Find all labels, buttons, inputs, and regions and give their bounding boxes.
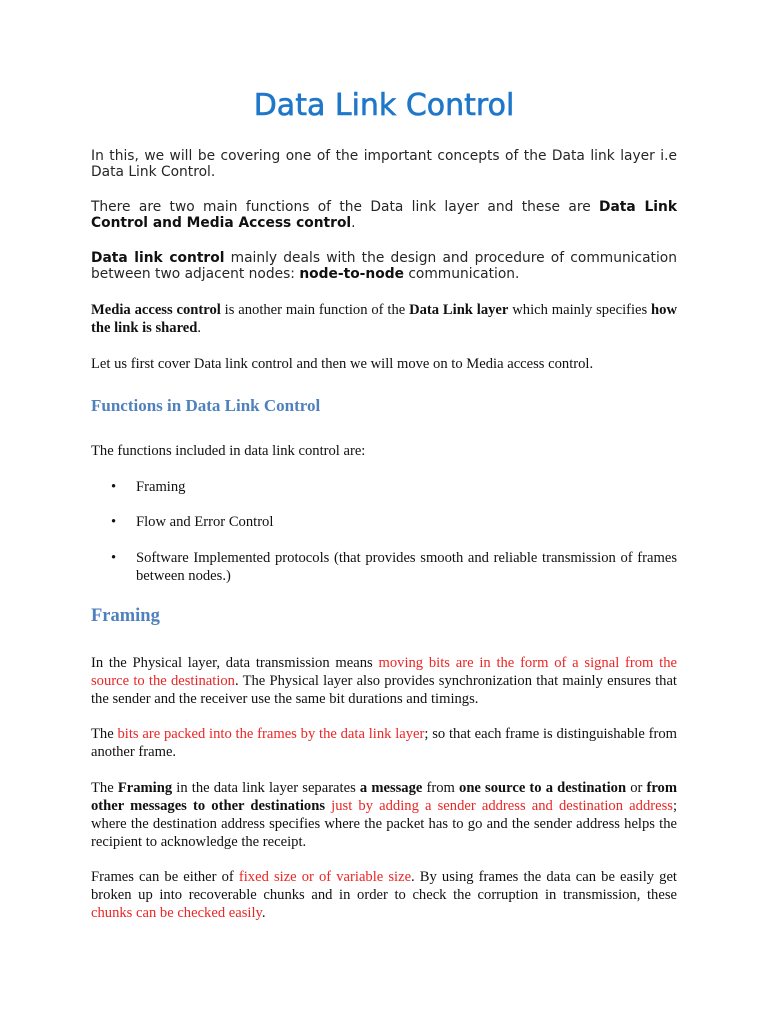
two-functions-paragraph [91,199,677,231]
framing-p3-text-4: or [626,780,647,796]
intro-paragraph: In this, we will be covering one of the important concepts of the Data link layer i.e Data Link Control. [91,148,677,180]
bullet-icon: • [111,550,117,566]
framing-p4-text-1: Frames can be either of [91,869,239,885]
framing-p3-bold-framing: Framing [117,780,173,796]
mac-bold-layer: Data Link layer [409,302,509,318]
two-functions-text: There are two main functions of the Data link layer and these are [91,199,600,215]
list-item-text: Software Implemented protocols (that provides smooth and reliable transmission of frames between nodes.) [136,550,677,584]
framing-p3-highlight: just by adding a sender address and destination address [331,798,673,814]
dlc-bold-term: Data link control [91,250,225,266]
dlc-text-2: communication. [403,266,520,282]
dlc-paragraph [91,250,677,282]
dlc-bold-node: node-to-node [299,266,404,282]
framing-paragraph-1 [91,654,677,708]
framing-p3-bold-source: one source to a destination [459,780,627,796]
mac-bold-term: Media access control [91,302,221,318]
two-functions-end: . [351,215,356,231]
framing-p3-text-3: from [422,780,460,796]
dlc-text-1: mainly deals with the design and procedure of communication between two adjacent nodes: [91,250,677,282]
mac-paragraph [91,301,677,337]
framing-paragraph-4 [91,868,677,922]
functions-heading: Functions in Data Link Control [91,396,321,415]
two-functions-bold: Data Link Control and Media Access control [91,199,678,231]
framing-heading: Framing [91,606,160,626]
framing-p2-text-2: ; so that each frame is distinguishable from another frame. [91,726,677,760]
framing-p4-highlight-2: chunks can be checked easily [91,905,262,921]
framing-p4-text-2: . By using frames the data can be easily get broken up into recoverable chunks and in order to check the corruption in transmission, these [91,869,677,903]
framing-p3-text-6: ; where the destination address specifies where the packet has to go and the sender address helps the recipient to acknowledge the receipt. [91,798,678,850]
mac-bold-shared: how the link is shared [91,302,677,336]
mac-text-2: which mainly specifies [508,302,652,318]
framing-p1-highlight: moving bits are in the form of a signal from the source to the destination [91,655,678,689]
bullet-icon: • [111,514,117,530]
mac-text-1: is another main function of the [220,302,410,318]
let-us-paragraph: Let us first cover Data link control and then we will move on to Media access control. [91,356,594,372]
mac-end: . [197,320,202,336]
framing-p1-text-1: In the Physical layer, data transmission means [91,655,379,671]
framing-p2-highlight: bits are packed into the frames by the data link layer [117,726,425,742]
framing-paragraph-2 [91,725,677,761]
framing-p3-bold-other: from other messages to other destinations [91,780,678,814]
bullet-icon: • [111,479,117,495]
framing-p4-highlight-1: fixed size or of variable size [238,869,412,885]
page-title: Data Link Control [253,88,515,123]
functions-intro: The functions included in data link control are: [91,443,366,459]
framing-p2-text-1: The [91,726,118,742]
framing-p3-text-1: The [91,780,118,796]
framing-p4-end: . [261,905,266,921]
list-item-text: Flow and Error Control [136,514,274,530]
list-item-text: Framing [136,479,186,495]
framing-p1-text-2: . The Physical layer also provides synchronization that mainly ensures that the sender and the receiver use the same bit durations and timings. [91,673,677,707]
framing-p3-text-2: in the data link layer separates [172,780,360,796]
framing-p3-bold-message: a message [359,780,423,796]
framing-paragraph-3 [91,779,677,851]
